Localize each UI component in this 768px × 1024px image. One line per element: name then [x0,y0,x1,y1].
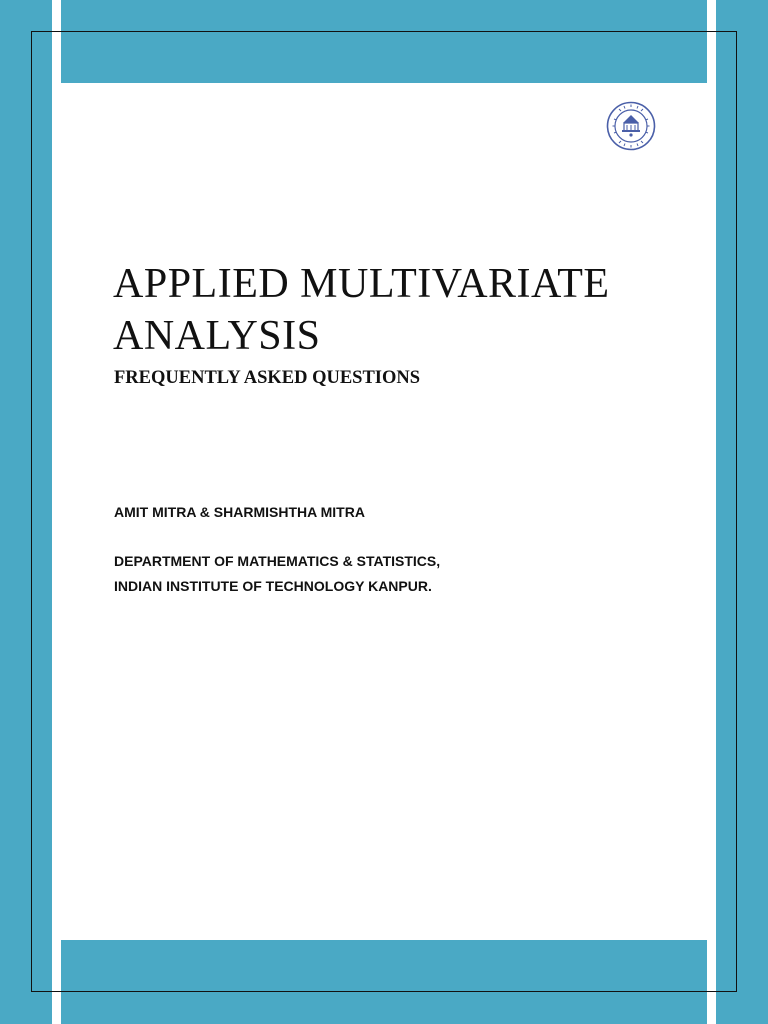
author-affiliation [114,549,440,599]
top-frame-band [0,0,768,83]
left-frame-band [0,0,52,1024]
right-frame-gap [707,0,716,1024]
bottom-frame-band [0,940,768,1024]
affiliation-line: INDIAN INSTITUTE OF TECHNOLOGY KANPUR. [114,578,432,594]
cover-title-line: ANALYSIS [113,313,321,359]
right-frame-band [716,0,768,1024]
cover-title [113,258,673,362]
cover-title-line: APPLIED MULTIVARIATE [113,261,610,307]
cover-subtitle: FREQUENTLY ASKED QUESTIONS [114,368,421,388]
affiliation-line: DEPARTMENT OF MATHEMATICS & STATISTICS, [114,553,441,569]
left-frame-gap [52,0,61,1024]
institute-seal-icon [606,101,656,151]
author-names: AMIT MITRA & SHARMISHTHA MITRA [114,504,365,520]
